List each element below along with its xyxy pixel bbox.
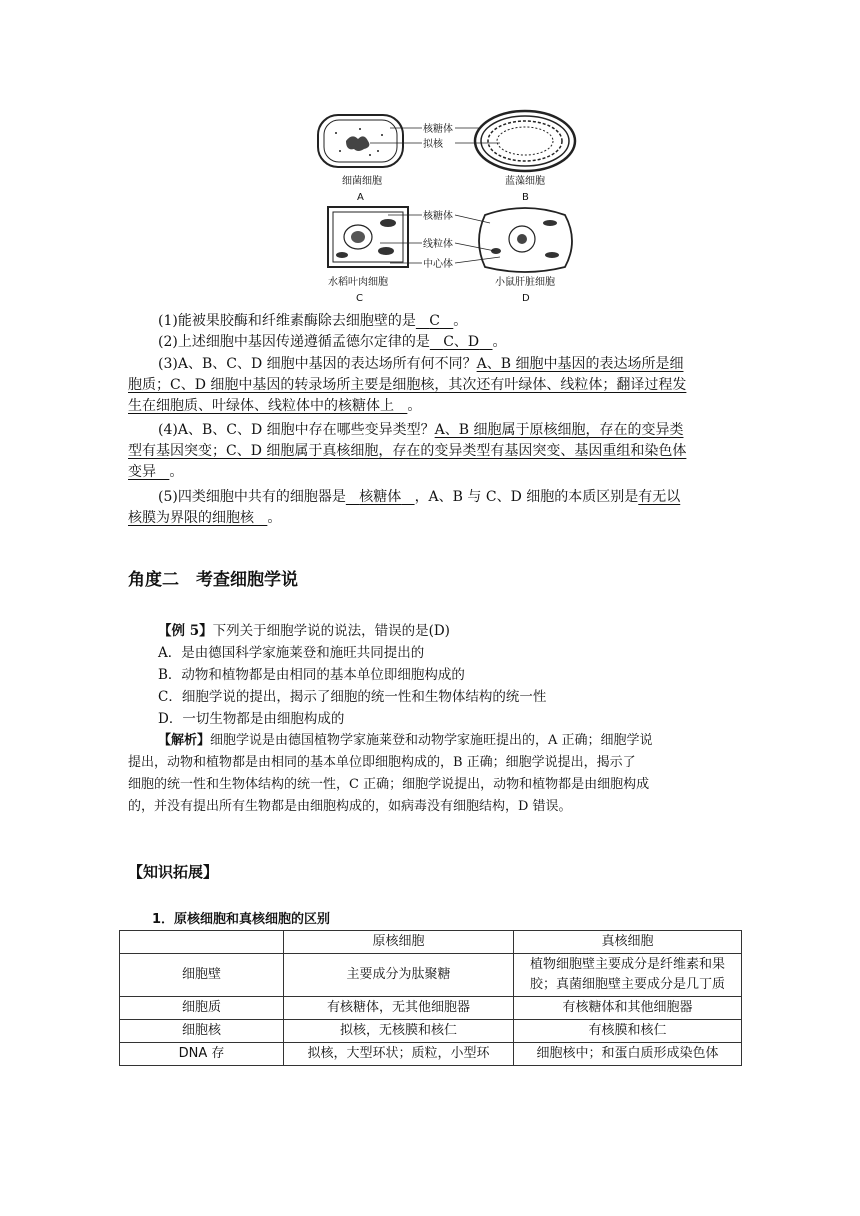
- cell-letter-a: A: [357, 192, 364, 203]
- question-2: (2)上述细胞中基因传递遵循孟德尔定律的是 C、D 。: [158, 334, 507, 350]
- analysis-line4: 的，并没有提出所有生物都是由细胞构成的，如病毒没有细胞结构，D 错误。: [128, 799, 572, 814]
- example-stem: 下列关于细胞学说的说法，错误的是(D): [212, 623, 450, 639]
- table-cell: 植物细胞壁主要成分是纤维素和果胶；真菌细胞壁主要成分是几丁质: [514, 954, 742, 997]
- table-cell: 细胞核: [120, 1020, 284, 1043]
- label-nucleoid: 拟核: [423, 139, 443, 150]
- q5-answer-b-line1: 有无以: [638, 489, 681, 505]
- table-cell: 主要成分为肽聚糖: [284, 954, 514, 997]
- table-header-cell: [120, 931, 284, 954]
- question-3: (3)A、B、C、D 细胞中基因的表达场所有何不同？A、B 细胞中基因的表达场所是细 胞质；C、D 细胞中基因的转录场所主要是细胞核，其次还有叶绿体、线粒体；翻译过程发 生在细胞质、叶绿体、线粒体中的核糖体上 。: [128, 354, 734, 417]
- extension-subtitle: 1．原核细胞和真核细胞的区别: [152, 912, 331, 927]
- q5-answer-a: 核糖体: [359, 489, 402, 505]
- cell-letter-d: D: [522, 293, 530, 304]
- comparison-table: [119, 930, 742, 1066]
- table-cell: 细胞核中；和蛋白质形成染色体: [514, 1043, 742, 1066]
- cell-name-d: 小鼠肝脏细胞: [495, 277, 555, 288]
- option-c: C．细胞学说的提出，揭示了细胞的统一性和生物体结构的统一性: [158, 689, 547, 705]
- table-cell: 拟核，无核膜和核仁: [284, 1020, 514, 1043]
- example-label: 【例 5】: [158, 623, 213, 639]
- table-row: [120, 954, 742, 997]
- table-row: [120, 1020, 742, 1043]
- table-cell: 细胞壁: [120, 954, 284, 997]
- label-ribosome-2: 核糖体: [423, 211, 453, 222]
- cyanobacteria-cell-drawing: [475, 111, 575, 171]
- q1-text: (1)能被果胶酶和纤维素酶除去细胞壁的是: [158, 313, 416, 329]
- q2-answer: C、D: [443, 334, 480, 350]
- q4-text: (4)A、B、C、D 细胞中存在哪些变异类型？: [158, 422, 435, 438]
- option-d: D．一切生物都是由细胞构成的: [158, 711, 345, 727]
- bacteria-cell-drawing: [318, 115, 403, 167]
- label-mitochondria: 线粒体: [423, 239, 453, 250]
- analysis-line1: 细胞学说是由德国植物学家施莱登和动物学家施旺提出的，A 正确；细胞学说: [210, 733, 653, 748]
- section-heading: 角度二 考查细胞学说: [128, 570, 298, 590]
- label-ribosome: 核糖体: [423, 124, 453, 135]
- q5-text-a: (5)四类细胞中共有的细胞器是: [158, 489, 346, 505]
- cell-name-a: 细菌细胞: [342, 176, 382, 187]
- q3-text: (3)A、B、C、D 细胞中基因的表达场所有何不同？: [158, 356, 477, 372]
- cell-diagram-figure: [300, 105, 600, 305]
- label-centrosome: 中心体: [423, 259, 453, 270]
- q2-text: (2)上述细胞中基因传递遵循孟德尔定律的是: [158, 334, 430, 350]
- table-header-row: [120, 931, 742, 954]
- extension-heading: 【知识拓展】: [128, 863, 219, 881]
- question-4: (4)A、B、C、D 细胞中存在哪些变异类型？A、B 细胞属于原核细胞，存在的变异类 型有基因突变；C、D 细胞属于真核细胞，存在的变异类型有基因突变、基因重组和染色体 变异 。: [128, 420, 734, 483]
- table-header-cell: 真核细胞: [514, 931, 742, 954]
- q3-answer-line3: 生在细胞质、叶绿体、线粒体中的核糖体上: [128, 398, 394, 414]
- analysis-label: 【解析】: [158, 733, 211, 748]
- table-cell: 拟核，大型环状；质粒，小型环: [284, 1043, 514, 1066]
- table-cell: 细胞质: [120, 997, 284, 1020]
- q4-answer-line2: 型有基因突变；C、D 细胞属于真核细胞，存在的变异类型有基因突变、基因重组和染色体: [128, 443, 687, 459]
- analysis-line3: 细胞的统一性和生物体结构的统一性，C 正确；细胞学说提出，动物和植物都是由细胞构成: [128, 777, 650, 792]
- q5-answer-b-line2: 核膜为界限的细胞核: [128, 510, 254, 526]
- mouse-liver-cell-drawing: [479, 208, 572, 272]
- q1-answer: C: [429, 313, 440, 329]
- table-cell: 有核膜和核仁: [514, 1020, 742, 1043]
- table-row: [120, 997, 742, 1020]
- q4-answer-line3: 变异: [128, 464, 156, 480]
- cell-letter-c: C: [356, 293, 363, 304]
- q3-answer-line1: A、B 细胞中基因的表达场所是细: [476, 356, 684, 372]
- rice-leaf-cell-drawing: [328, 207, 408, 267]
- table-cell: DNA 存: [120, 1043, 284, 1066]
- option-a: A．是由德国科学家施莱登和施旺共同提出的: [158, 645, 425, 661]
- table-header-cell: 原核细胞: [284, 931, 514, 954]
- cell-name-c: 水稻叶肉细胞: [328, 277, 388, 288]
- table-row: [120, 1043, 742, 1066]
- analysis-line2: 提出，动物和植物都是由相同的基本单位即细胞构成的，B 正确；细胞学说提出，揭示了: [128, 755, 636, 770]
- example-5: [128, 620, 734, 818]
- question-5: (5)四类细胞中共有的细胞器是 核糖体 ，A、B 与 C、D 细胞的本质区别是有无以 核膜为界限的细胞核 。: [128, 489, 681, 526]
- table-cell: 有核糖体和其他细胞器: [514, 997, 742, 1020]
- option-b: B．动物和植物都是由相同的基本单位即细胞构成的: [158, 667, 465, 683]
- table-cell: 有核糖体，无其他细胞器: [284, 997, 514, 1020]
- question-1: (1)能被果胶酶和纤维素酶除去细胞壁的是 C 。: [158, 313, 468, 329]
- cell-name-b: 蓝藻细胞: [505, 176, 545, 187]
- q5-text-b: ，A、B 与 C、D 细胞的本质区别是: [414, 489, 639, 505]
- q3-answer-line2: 胞质；C、D 细胞中基因的转录场所主要是细胞核，其次还有叶绿体、线粒体；翻译过程发: [128, 377, 687, 393]
- cell-letter-b: B: [522, 192, 529, 203]
- q4-answer-line1: A、B 细胞属于原核细胞，存在的变异类: [434, 422, 684, 438]
